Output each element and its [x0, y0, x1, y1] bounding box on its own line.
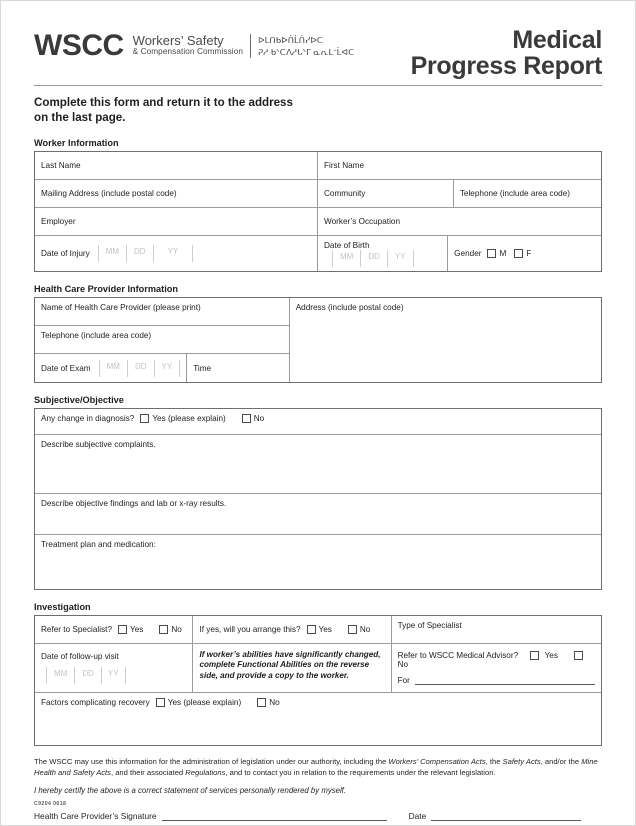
- field-label: Treatment plan and medication:: [41, 539, 156, 549]
- field-exam-time[interactable]: [187, 354, 288, 382]
- field-label: Date of follow-up visit: [41, 651, 119, 661]
- field-label: Gender: [454, 249, 482, 259]
- date-dd[interactable]: DD: [128, 360, 155, 377]
- checkbox-factors-no[interactable]: [257, 698, 266, 707]
- advisor-question-row: [398, 651, 595, 669]
- checkbox-label-yes: Yes: [544, 650, 558, 660]
- legal-text-c: , and/or the: [540, 756, 582, 766]
- table-row: [35, 298, 601, 382]
- field-label: Any change in diagnosis?: [41, 413, 135, 423]
- table-row: [35, 409, 601, 435]
- field-label: Type of Specialist: [397, 620, 462, 630]
- table-row: [35, 180, 601, 208]
- wscc-wordmark: WSCC: [34, 29, 124, 62]
- checkbox-label-no: No: [397, 659, 409, 669]
- page-header: [34, 1, 602, 86]
- signature-date-input[interactable]: [431, 811, 581, 821]
- field-any-change-in-diagnosis[interactable]: [35, 409, 601, 434]
- checkbox-label-yes: Yes: [318, 625, 332, 635]
- functional-abilities-note: [193, 644, 391, 692]
- field-will-you-arrange[interactable]: [193, 616, 391, 643]
- field-first-name[interactable]: [318, 152, 601, 179]
- write-in-rule[interactable]: [415, 676, 595, 685]
- field-employer[interactable]: [35, 208, 318, 235]
- note-line-3: side, and provide a copy to the worker.: [199, 671, 349, 681]
- legal-text-b: , the: [485, 756, 503, 766]
- provider-left-column: [35, 298, 290, 382]
- date-yy[interactable]: YY: [102, 667, 126, 684]
- legal-disclaimer: [34, 756, 602, 779]
- brand-inuktitut-line-2: ᕈᓱ ᑲᐠᑕᐱᓱᒐᐠᒥ ᓇᕆᒪᐨᒫᐊᑕ: [258, 46, 355, 57]
- field-last-name[interactable]: [35, 152, 318, 179]
- checkbox-label-no: No: [171, 625, 182, 635]
- brand-text-group: [133, 34, 355, 58]
- form-code: C9204 0618: [34, 801, 67, 807]
- brand-inuktitut: [258, 34, 354, 58]
- page-title: [411, 27, 602, 79]
- brand-line-2: & Compensation Commission: [132, 46, 244, 56]
- field-advisor-for[interactable]: [398, 676, 595, 685]
- legal-text-a: The WSCC may use this information for the administration of legislation under our authority, including the: [34, 756, 389, 766]
- field-label: Mailing Address (include postal code): [41, 189, 177, 199]
- date-mm[interactable]: MM: [99, 360, 128, 377]
- field-label: Date of Injury: [41, 249, 90, 259]
- field-subjective-complaints[interactable]: [35, 435, 601, 493]
- certification-statement: I hereby certify the above is a correct statement of services personally rendered by myself.: [34, 786, 347, 796]
- checkbox-label-female: F: [526, 249, 532, 259]
- field-refer-to-specialist[interactable]: [35, 616, 193, 643]
- table-row: [35, 644, 601, 693]
- signature-label: Health Care Provider’s Signature: [34, 811, 157, 822]
- table-row: [35, 236, 601, 271]
- table-row: [35, 152, 601, 180]
- brand-english: [133, 34, 250, 58]
- checkbox-label-yes: Yes (please explain): [152, 413, 226, 423]
- field-gender[interactable]: [448, 236, 601, 271]
- intro-line-1: Complete this form and return it to the address: [34, 96, 293, 109]
- field-date-of-follow-up[interactable]: [35, 644, 193, 692]
- table-row: [35, 435, 601, 494]
- checkbox-diagnosis-no[interactable]: [242, 414, 251, 423]
- subjective-objective-table: [34, 408, 602, 590]
- date-mm[interactable]: MM: [332, 250, 361, 267]
- field-telephone[interactable]: [454, 180, 601, 207]
- field-community[interactable]: [318, 180, 454, 207]
- field-label: Worker’s Occupation: [324, 217, 400, 227]
- field-label: Telephone (include area code): [41, 330, 152, 340]
- field-label: Describe objective findings and lab or x-ray results.: [41, 498, 227, 508]
- field-date-of-exam[interactable]: [35, 354, 187, 382]
- field-label: For: [397, 675, 410, 685]
- table-row: [35, 535, 601, 589]
- note-line-1: If worker’s abilities have significantly changed,: [199, 649, 381, 659]
- checkbox-gender-male[interactable]: [487, 249, 496, 258]
- date-input-group[interactable]: [98, 245, 194, 262]
- intro-line-2: on the last page.: [34, 111, 126, 125]
- table-row: [35, 693, 601, 745]
- worker-information-table: [34, 151, 602, 272]
- field-provider-telephone[interactable]: [35, 326, 289, 354]
- field-factors-complicating-recovery[interactable]: [35, 693, 601, 745]
- field-provider-name[interactable]: [35, 298, 289, 326]
- date-yy[interactable]: YY: [155, 360, 181, 377]
- field-label: Refer to Specialist?: [41, 625, 112, 635]
- legal-text-e: , and to contact you in relation to the requirements under the relevant legislation.: [225, 767, 496, 777]
- date-dd[interactable]: DD: [361, 250, 388, 267]
- checkbox-label-no: No: [269, 697, 280, 707]
- page-title-line-1: Medical: [512, 26, 602, 54]
- field-occupation[interactable]: [318, 208, 601, 235]
- date-mm[interactable]: MM: [98, 245, 127, 262]
- investigation-table: [34, 615, 602, 746]
- legal-em-safety-acts: Safety Acts: [502, 756, 541, 766]
- date-dd[interactable]: DD: [75, 667, 102, 684]
- field-label: Last Name: [41, 161, 81, 171]
- legal-em-workers-comp-acts: Workers’ Compensation Acts: [388, 756, 486, 766]
- brand-divider: [250, 34, 251, 58]
- field-label: If yes, will you arrange this?: [199, 625, 301, 635]
- intro-instructions: [34, 95, 364, 126]
- field-label: Refer to WSCC Medical Advisor?: [397, 650, 519, 660]
- checkbox-arrange-yes[interactable]: [307, 625, 316, 634]
- legal-em-regulations: Regulations: [185, 767, 226, 777]
- checkbox-advisor-yes[interactable]: [530, 651, 539, 660]
- field-label: Address (include postal code): [295, 302, 404, 312]
- table-row: [35, 494, 601, 535]
- date-mm[interactable]: MM: [46, 667, 75, 684]
- section-title-worker-information: Worker Information: [34, 137, 119, 148]
- checkbox-label-no: No: [253, 413, 265, 423]
- checkbox-factors-yes[interactable]: [156, 698, 165, 707]
- date-input-group[interactable]: [99, 360, 181, 377]
- section-title-health-care-provider: Health Care Provider Information: [34, 283, 178, 294]
- field-date-of-injury[interactable]: [35, 236, 318, 271]
- field-label: Employer: [41, 217, 76, 227]
- table-row: [35, 354, 289, 382]
- section-title-subjective-objective: Subjective/Objective: [34, 394, 124, 405]
- legal-text-d: , and their associated: [110, 767, 186, 777]
- table-row: [35, 616, 601, 644]
- field-label: Date of Exam: [41, 363, 91, 373]
- field-label: Community: [324, 189, 366, 199]
- page-title-line-2: Progress Report: [410, 52, 602, 80]
- section-title-investigation: Investigation: [34, 601, 91, 612]
- field-label: First Name: [324, 161, 365, 171]
- date-input-group[interactable]: [46, 667, 126, 684]
- field-label: Telephone (include area code): [459, 189, 570, 199]
- date-yy[interactable]: YY: [154, 245, 194, 262]
- field-label: Describe subjective complaints.: [41, 439, 156, 449]
- checkbox-label-male: M: [499, 249, 507, 259]
- field-refer-medical-advisor[interactable]: [392, 644, 601, 692]
- signature-input[interactable]: [162, 811, 387, 821]
- checkbox-advisor-no[interactable]: [574, 651, 583, 660]
- legal-em-mine-health-safety-acts: Mine Health and Safety Acts: [34, 756, 598, 777]
- wscc-logo: [34, 31, 354, 61]
- field-label: Name of Health Care Provider (please print): [41, 302, 201, 312]
- checkbox-diagnosis-yes[interactable]: [140, 414, 149, 423]
- note-line-2: complete Functional Abilities on the reverse: [199, 660, 370, 670]
- health-care-provider-table: [34, 297, 602, 383]
- checkbox-label-no: No: [359, 625, 371, 635]
- checkbox-refer-specialist-yes[interactable]: [118, 625, 127, 634]
- checkbox-label-yes: Yes: [130, 625, 144, 635]
- field-treatment-plan[interactable]: [35, 535, 601, 589]
- date-dd[interactable]: DD: [127, 245, 154, 262]
- table-row: [35, 208, 601, 236]
- field-type-of-specialist[interactable]: [392, 616, 601, 643]
- field-date-of-birth[interactable]: [318, 236, 448, 271]
- checkbox-arrange-no[interactable]: [348, 625, 357, 634]
- checkbox-label-yes: Yes (please explain): [167, 697, 242, 707]
- field-label: Factors complicating recovery: [41, 697, 150, 707]
- checkbox-refer-specialist-no[interactable]: [159, 625, 168, 634]
- field-label: Date of Birth: [324, 240, 370, 250]
- field-objective-findings[interactable]: [35, 494, 601, 534]
- field-label: Time: [193, 363, 212, 373]
- date-input-group[interactable]: [332, 250, 414, 267]
- date-yy[interactable]: YY: [388, 250, 414, 267]
- brand-line-1: Workers’ Safety: [132, 32, 224, 48]
- field-mailing-address[interactable]: [35, 180, 318, 207]
- signature-row: [34, 811, 602, 821]
- checkbox-gender-female[interactable]: [514, 249, 523, 258]
- field-provider-address[interactable]: [290, 298, 601, 382]
- brand-inuktitut-line-1: ᐅᒪᑎᑲᐅᑏᒫᑏᓯᐅᑕ: [258, 34, 324, 45]
- signature-date-label: Date: [408, 811, 427, 822]
